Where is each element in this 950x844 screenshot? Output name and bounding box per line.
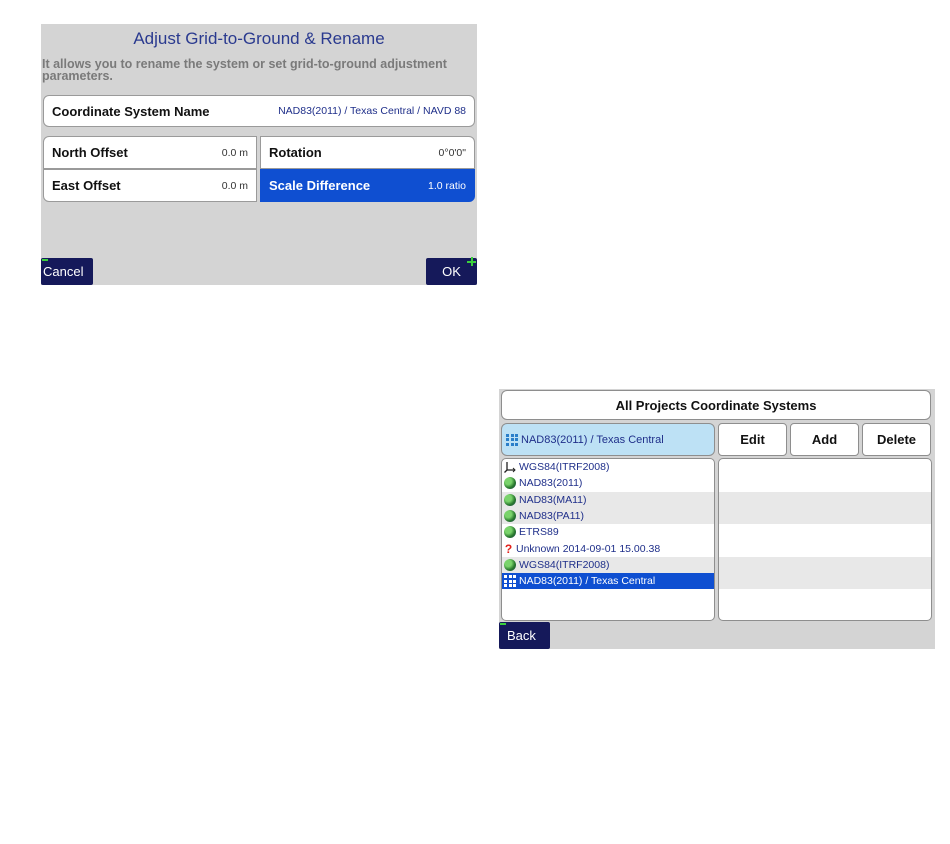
- detail-row: [719, 573, 931, 589]
- list-item[interactable]: [502, 459, 714, 475]
- detail-row: [719, 508, 931, 524]
- list-item-label: NAD83(2011): [519, 477, 583, 490]
- dialog-title: Adjust Grid-to-Ground & Rename: [133, 29, 385, 48]
- list-item-label: NAD83(PA11): [519, 510, 584, 523]
- system-details-list: [718, 458, 932, 621]
- detail-row: [719, 492, 931, 508]
- coordinate-systems-panel: [499, 389, 935, 649]
- coordinate-system-list[interactable]: [501, 458, 715, 621]
- dialog-description: It allows you to rename the system or set grid-to-ground adjustment parameters.: [42, 57, 447, 83]
- coordinate-system-name-field[interactable]: [43, 95, 475, 127]
- grid-icon: [506, 434, 518, 446]
- globe-icon: [504, 559, 516, 571]
- list-item[interactable]: [502, 475, 714, 491]
- current-system-selector[interactable]: [501, 423, 715, 456]
- east-offset-value: 0.0 m: [221, 179, 248, 192]
- list-item-label: WGS84(ITRF2008): [519, 558, 610, 571]
- edit-button[interactable]: Edit: [718, 423, 787, 456]
- adjust-grid-dialog: [41, 24, 477, 285]
- rotation-label: Rotation: [269, 145, 322, 160]
- minus-icon: [42, 259, 48, 261]
- ok-button[interactable]: [426, 258, 477, 285]
- detail-row: [719, 459, 931, 475]
- north-offset-value: 0.0 m: [221, 146, 248, 159]
- scale-difference-field[interactable]: [260, 169, 475, 202]
- list-item-selected[interactable]: [502, 573, 714, 589]
- ok-button-label: OK: [442, 264, 461, 279]
- list-item-label: ETRS89: [519, 526, 559, 539]
- rotation-field[interactable]: [260, 136, 475, 169]
- axes-icon: [504, 461, 516, 473]
- coordinate-system-name-label: Coordinate System Name: [52, 103, 210, 119]
- coordinate-system-name-value: NAD83(2011) / Texas Central / NAVD 88: [278, 105, 466, 117]
- plus-icon: [467, 257, 476, 266]
- north-offset-label: North Offset: [52, 145, 128, 160]
- grid-icon: [504, 575, 516, 587]
- question-icon: ?: [504, 541, 513, 556]
- list-item[interactable]: [502, 492, 714, 508]
- globe-icon: [504, 494, 516, 506]
- scale-difference-label: Scale Difference: [269, 178, 371, 193]
- east-offset-label: East Offset: [52, 178, 121, 193]
- minus-icon: [500, 623, 506, 625]
- scale-difference-value: 1.0 ratio: [428, 179, 466, 192]
- list-item[interactable]: [502, 508, 714, 524]
- list-item[interactable]: [502, 524, 714, 540]
- panel-title: All Projects Coordinate Systems: [501, 390, 931, 420]
- cancel-button-label: Cancel: [43, 264, 84, 279]
- globe-icon: [504, 510, 516, 522]
- list-item-label: Unknown 2014-09-01 15.00.38: [516, 542, 661, 555]
- back-button-label: Back: [507, 628, 536, 643]
- list-item-label: NAD83(2011) / Texas Central: [519, 575, 656, 588]
- detail-row: [719, 557, 931, 573]
- add-button[interactable]: Add: [790, 423, 859, 456]
- delete-button[interactable]: Delete: [862, 423, 931, 456]
- globe-icon: [504, 526, 516, 538]
- detail-row: [719, 524, 931, 540]
- globe-icon: [504, 477, 516, 489]
- east-offset-field[interactable]: [43, 169, 257, 202]
- list-item[interactable]: [502, 557, 714, 573]
- back-button[interactable]: [499, 622, 550, 649]
- north-offset-field[interactable]: [43, 136, 257, 169]
- current-system-label: NAD83(2011) / Texas Central: [521, 433, 664, 446]
- detail-row: [719, 475, 931, 491]
- list-item-label: WGS84(ITRF2008): [519, 461, 610, 474]
- rotation-value: 0°0'0": [438, 146, 466, 159]
- cancel-button[interactable]: [41, 258, 93, 285]
- list-item[interactable]: [502, 540, 714, 556]
- list-item-label: NAD83(MA11): [519, 493, 587, 506]
- detail-row: [719, 540, 931, 556]
